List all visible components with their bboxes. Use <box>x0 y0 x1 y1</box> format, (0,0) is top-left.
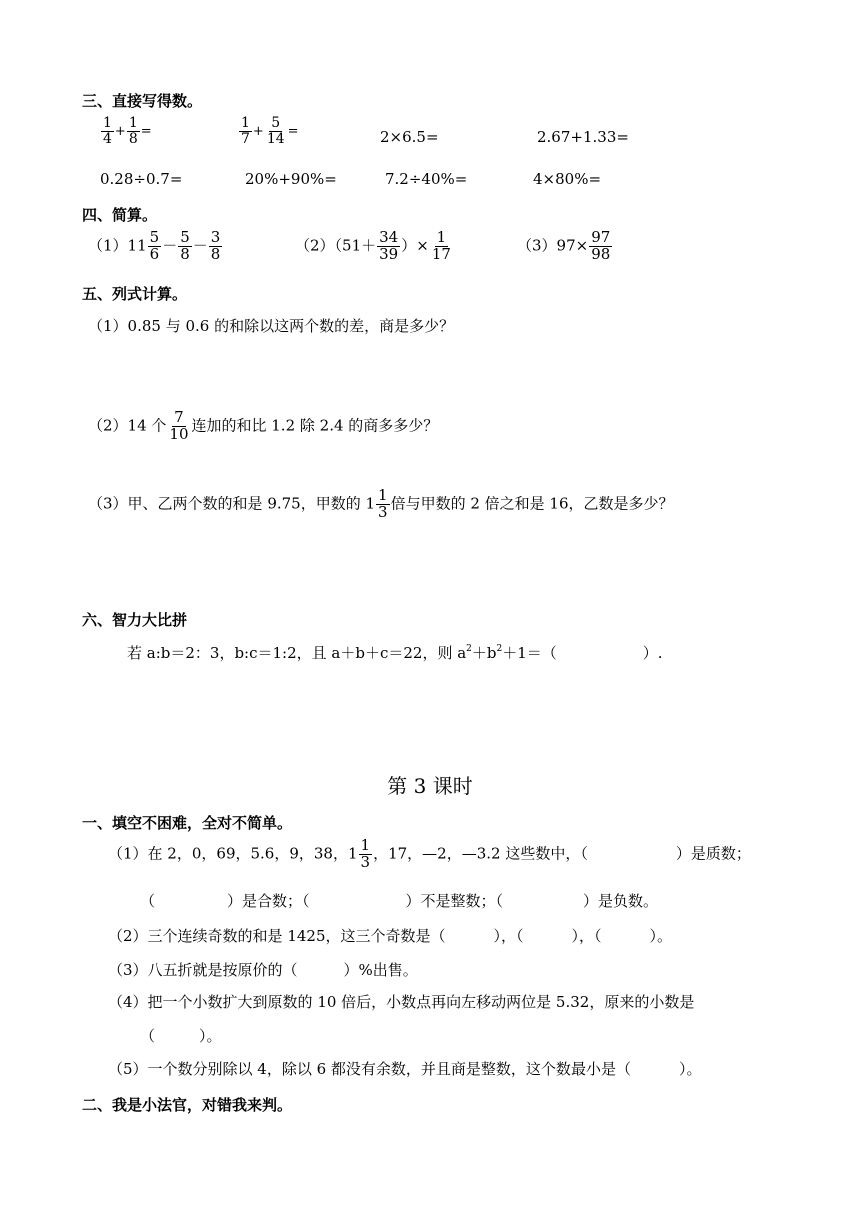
simplify-item-3: （3）97× $\frac{97}{98}$ <box>517 228 611 263</box>
fraction: $\frac{1}{17}$ <box>431 228 451 263</box>
calc-item-7: 7.2÷40%= <box>385 170 468 188</box>
section-4-heading: 四、简算。 <box>82 206 158 224</box>
fraction: $\frac{5}{8}$ <box>180 228 190 263</box>
fraction: $\frac{34}{39}$ <box>379 228 399 263</box>
fraction: $\frac{5}{6}$ <box>149 228 160 263</box>
section-3-heading: 三、直接写得数。 <box>82 92 203 110</box>
fraction: $\frac{7}{10}$ <box>169 408 189 443</box>
fraction: $\frac{5}{14}$ <box>266 115 285 147</box>
fill-question-3: （3）八五折就是按原价的（ ）%出售。 <box>108 961 418 979</box>
calc-item-2: $\frac{1}{7}$ + $\frac{5}{14}$ = <box>241 115 299 147</box>
fraction: $\frac{97}{98}$ <box>591 228 611 263</box>
calc-item-1: $\frac{1}{4}$ + $\frac{1}{8}$ = <box>103 115 152 147</box>
fraction: $\frac{1}{3}$ <box>360 836 371 871</box>
calc-item-3: 2×6.5= <box>380 128 439 146</box>
simplify-item-2: （2）（51＋ $\frac{34}{39}$ ）× $\frac{1}{17}$ <box>295 228 451 263</box>
calc-item-4: 2.67+1.33= <box>537 128 629 146</box>
fill-question-5: （5）一个数分别除以 4，除以 6 都没有余数，并且商是整数，这个数最小是（ ）。 <box>108 1060 702 1078</box>
part-1-heading: 一、填空不困难，全对不简单。 <box>82 814 293 832</box>
fraction: $\frac{1}{7}$ <box>241 115 250 147</box>
calc-item-8: 4×80%= <box>533 170 602 188</box>
fill-question-2: （2）三个连续奇数的和是 1425，这三个奇数是（ ），（ ），（ ）。 <box>108 927 673 945</box>
section-6-heading: 六、智力大比拼 <box>82 611 188 629</box>
section-5-heading: 五、列式计算。 <box>82 285 188 303</box>
fill-question-1: （1）在 2，0，69，5.6，9，38，1 $\frac{1}{3}$ ，17，—2，—3.2 这些数中，（ ）是质数； <box>108 836 751 871</box>
word-problem-1: （1）0.85 与 0.6 的和除以这两个数的差，商是多少？ <box>88 317 455 335</box>
calc-item-6: 20%+90%= <box>245 170 337 188</box>
word-problem-3: （3）甲、乙两个数的和是 9.75，甲数的 1 $\frac{1}{3}$ 倍与甲数的 2 倍之和是 16，乙数是多少？ <box>88 486 674 521</box>
fraction: $\frac{1}{8}$ <box>128 115 138 147</box>
puzzle-line: 若 a:b＝2：3，b:c＝1:2，且 a＋b＋c＝22，则 $a^2+b^2+1=$（ ）. <box>127 644 663 662</box>
part-2-heading: 二、我是小法官，对错我来判。 <box>82 1096 293 1114</box>
fraction: $\frac{1}{4}$ <box>103 115 112 147</box>
fill-question-4-continued: （ ）。 <box>140 1027 222 1045</box>
fraction: $\frac{1}{3}$ <box>378 486 388 521</box>
lesson-title: 第 3 课时 <box>387 774 473 798</box>
fill-question-4: （4）把一个小数扩大到原数的 10 倍后，小数点再向左移动两位是 5.32，原来的小数是 <box>108 993 695 1011</box>
fill-question-1-continued: （ ）是合数；（ ）不是整数；（ ）是负数。 <box>140 892 659 910</box>
fraction: $\frac{3}{8}$ <box>210 228 221 263</box>
calc-item-5: 0.28÷0.7= <box>100 170 183 188</box>
word-problem-2: （2）14 个 $\frac{7}{10}$ 连加的和比 1.2 除 2.4 的商多多少？ <box>88 408 439 443</box>
simplify-item-1: （1）11 $\frac{5}{6}$ － $\frac{5}{8}$ － $\frac{3}{8}$ <box>88 228 221 263</box>
